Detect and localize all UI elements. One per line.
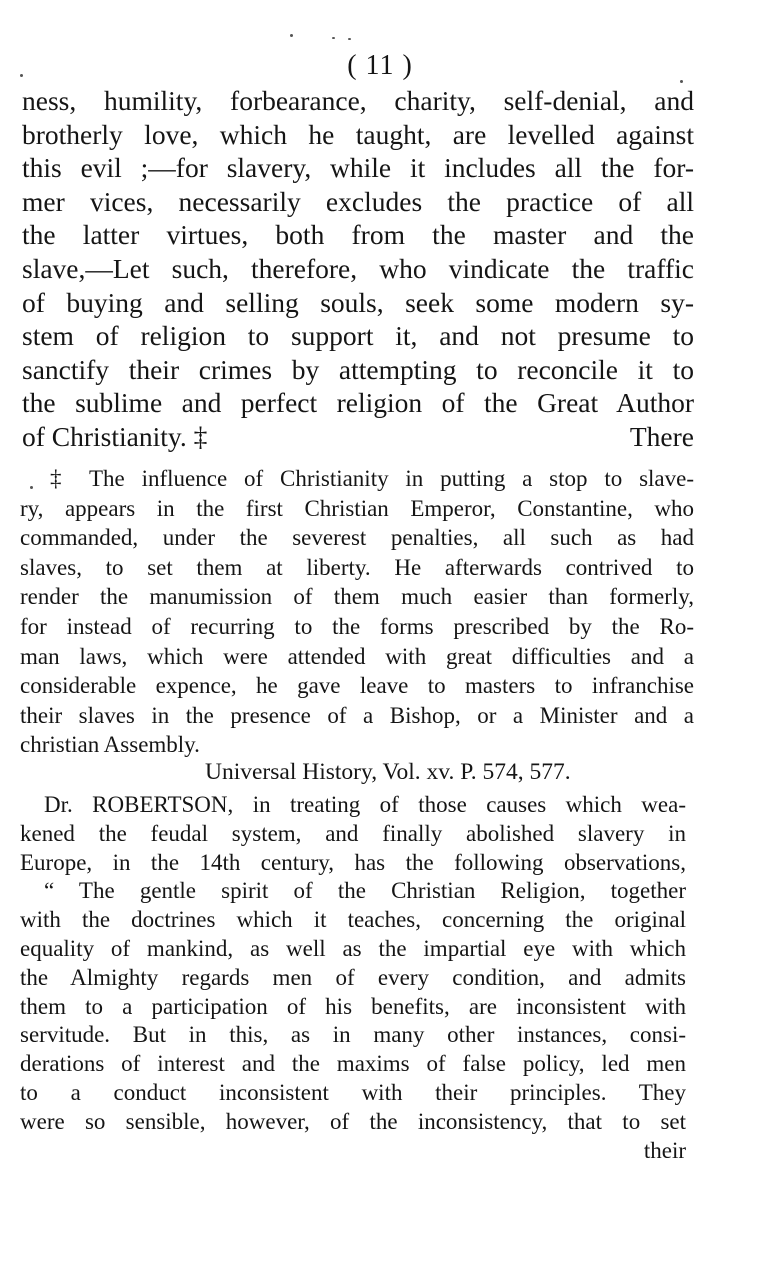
footnote-line: commanded, under the severest penalties, all such as had [20,525,694,551]
quote-line: them to a participation of his benefits, are inconsistent with [20,993,686,1019]
footnote-line: slaves, to set them at liberty. He afterwards contrived to [20,554,694,580]
ink-speck [290,34,293,37]
quote-line: were so sensible, however, of the inconsistency, that to set [20,1108,686,1134]
text-line: the sublime and perfect religion of the Great Author [22,387,694,419]
ink-speck [348,38,351,40]
footnote-line: christian Assembly. [20,732,200,758]
footnote-line: render the manumission of them much easier than formerly, [20,584,694,610]
ink-speck [332,37,335,39]
text-line: Dr. ROBERTSON, in treating of those causes which wea- [44,792,686,817]
quote-line: with the doctrines which it teaches, concerning the original [20,907,686,933]
footnote-line: their slaves in the presence of a Bishop, or a Minister and a [20,702,694,728]
footnote-line: man laws, which were attended with great difficulties and a [20,643,694,669]
lower-text [20,791,686,1165]
footnote-line: for instead of recurring to the forms prescribed by the Ro- [20,613,694,639]
page-number: ( 11 ) [347,50,413,81]
text-line: kened the feudal system, and finally abolished slavery in [20,820,686,846]
quote-line: the Almighty regards men of every condition, and admits [20,964,686,990]
text-line: sanctify their crimes by attempting to reconcile it to [22,353,694,385]
quote-line: to a conduct inconsistent with their principles. They [20,1079,686,1105]
footnote [20,464,694,760]
text-line: the latter virtues, both from the master and the [22,219,694,251]
quote-line: derations of interest and the maxims of false policy, led men [20,1051,686,1077]
text-line: ness, humility, forbearance, charity, self-denial, and [22,85,694,116]
footnote-line: considerable expence, he gave leave to masters to infranchise [20,673,694,699]
text-line: slave,—Let such, therefore, who vindicate the traffic [22,252,694,284]
text-line: Europe, in the 14th century, has the following observations, [20,849,686,875]
text-line: of Christianity. ‡ [22,420,208,452]
text-line: this evil ;—for slavery, while it includes all the for- [22,152,694,184]
text-line: stem of religion to support it, and not presume to [22,320,694,352]
catchword: There [629,420,694,452]
catchword-bottom: their [643,1137,686,1163]
quote-line: equality of mankind, as well as the impartial eye with which [20,935,686,961]
footnote-line: ‡ The influence of Christianity in putting a stop to slave- [50,466,694,491]
quote-line: “ The gentle spirit of the Christian Religion, together [44,878,686,904]
main-text [22,84,694,454]
text-line: mer vices, necessarily excludes the practice of all [22,185,694,217]
text-line: of buying and selling souls, seek some modern sy- [22,286,694,318]
text-line: brotherly love, which he taught, are levelled against [22,118,694,150]
footnote-citation: Universal History, Vol. xv. P. 574, 577. [205,759,571,785]
footnote-line: ry, appears in the first Christian Emperor, Constantine, who [20,495,694,521]
text-line-last [22,420,694,454]
quote-line: servitude. But in this, as in many other instances, consi- [20,1022,686,1048]
